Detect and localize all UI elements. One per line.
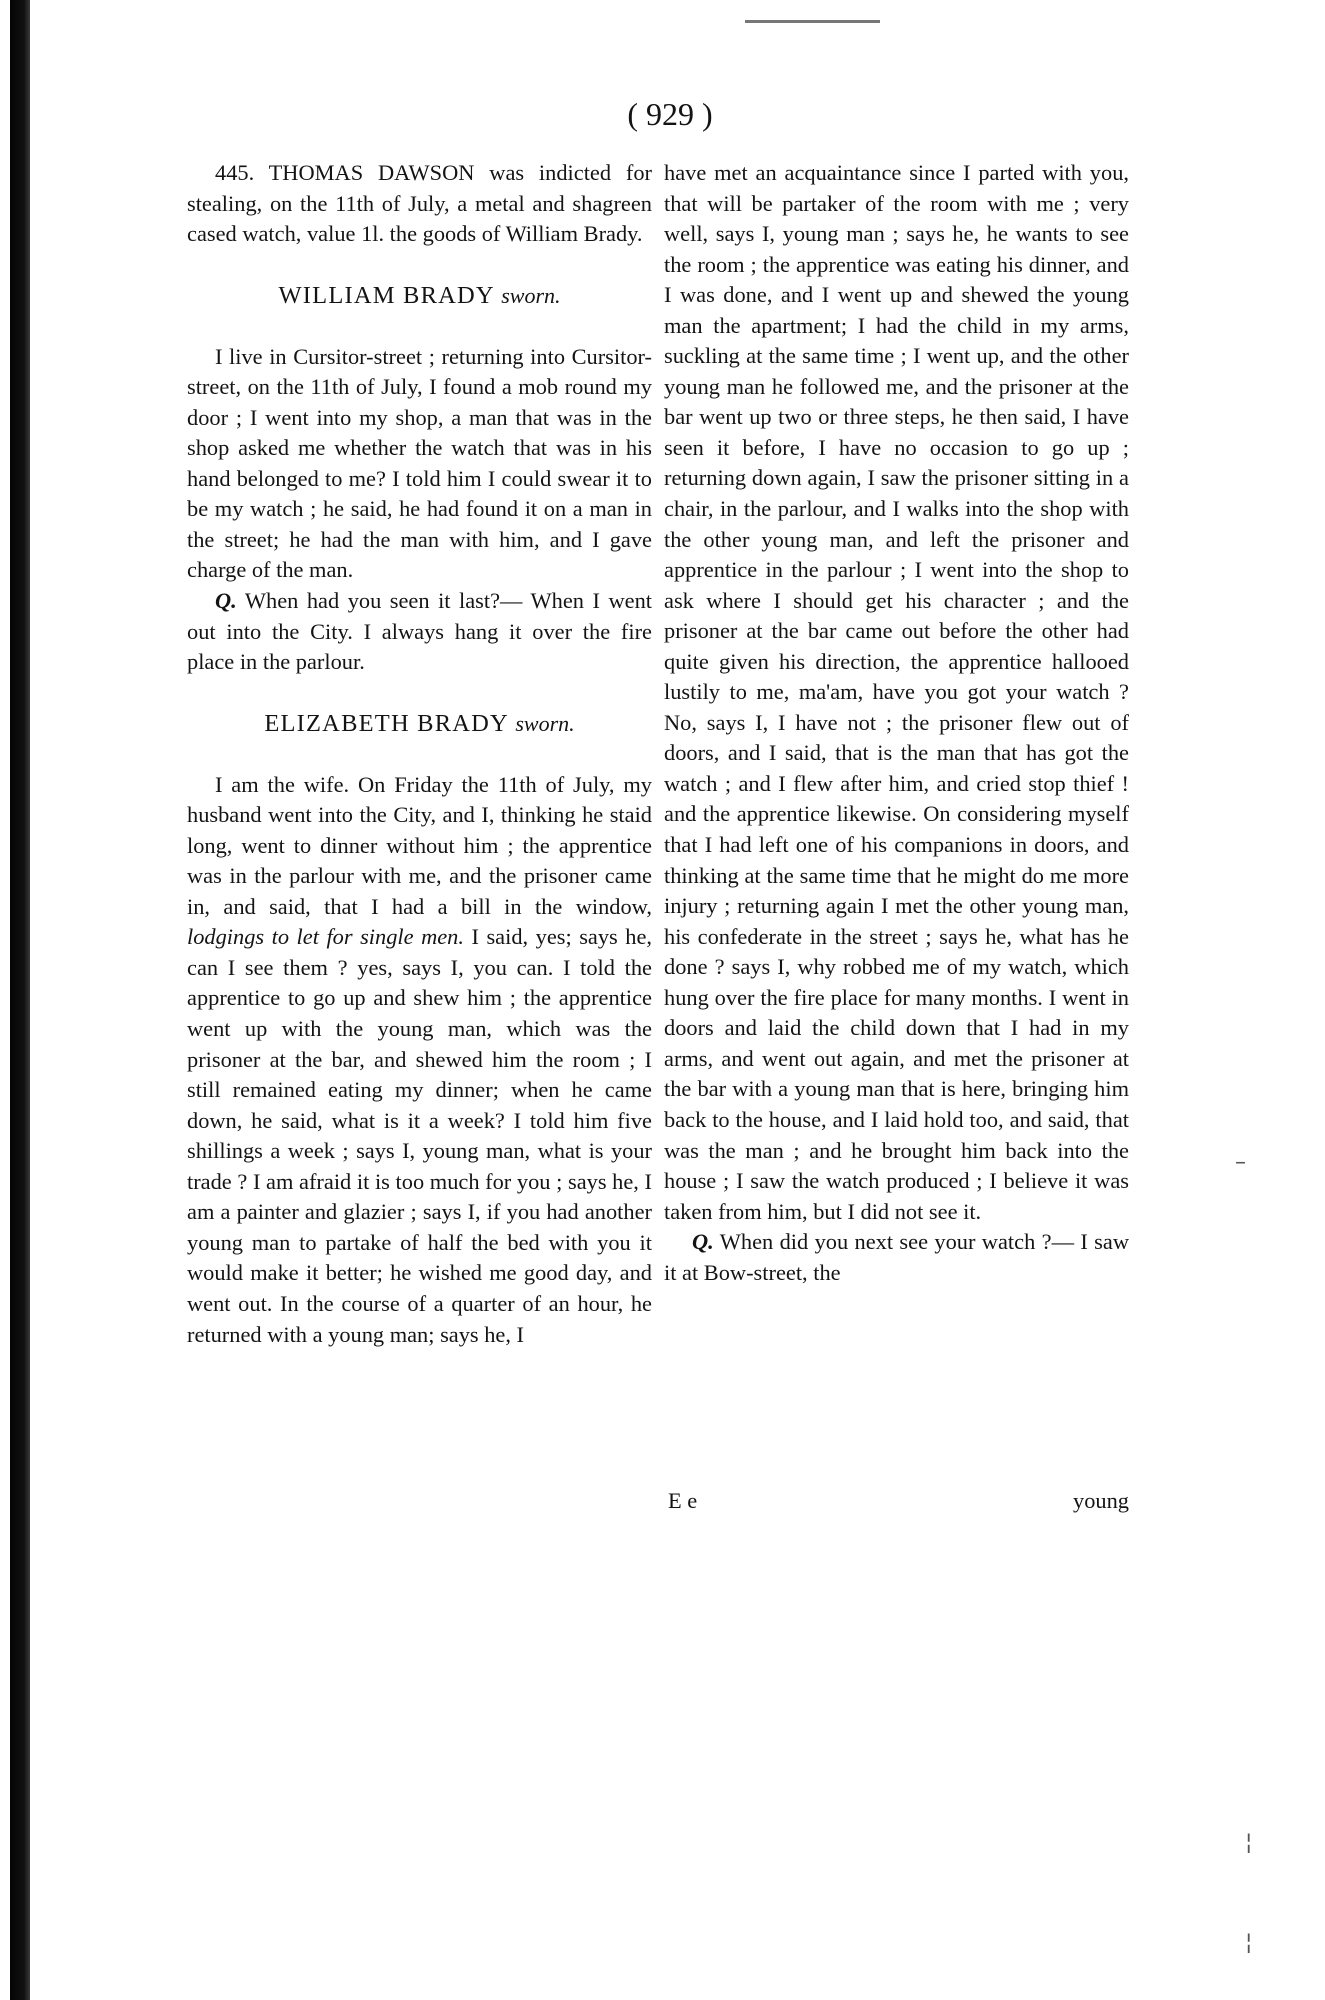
sworn-label: sworn. bbox=[515, 710, 575, 736]
catchword: young bbox=[1073, 1488, 1129, 1513]
right-column bbox=[664, 158, 1129, 1288]
sworn-label: sworn. bbox=[501, 282, 561, 308]
library-stamp bbox=[745, 8, 880, 30]
page-footer bbox=[664, 1486, 1129, 1516]
margin-mark: ¦ bbox=[1245, 1930, 1253, 1955]
signature-mark: E e bbox=[668, 1488, 698, 1513]
page-number: ( 929 ) bbox=[627, 96, 713, 132]
margin-mark: ¦ bbox=[1245, 1830, 1253, 1855]
witness-name: ELIZABETH BRADY bbox=[264, 709, 509, 737]
margin-mark: – bbox=[1235, 1150, 1246, 1175]
left-column bbox=[187, 158, 652, 1350]
witness-name: WILLIAM BRADY bbox=[278, 281, 494, 309]
book-binding-edge bbox=[10, 0, 30, 2000]
bill-text: lodgings to let for single men. bbox=[187, 924, 464, 950]
testimony-paragraph: I live in Cursitor-street ; returning into Cursitor-street, on the 11th of July, I found a mob round my door ; I went into my shop, a man that was in the shop asked me whether the watch that was in his hand belonged to me? I told him I could swear it to be my watch ; he said, he had found it on a man in the street; he had the man with him, and I gave charge of the man. bbox=[187, 343, 652, 583]
question-text: When did you next see your watch ?— I saw it at Bow-street, the bbox=[664, 1229, 1129, 1285]
witness-heading-elizabeth-brady bbox=[187, 678, 652, 770]
testimony-text: I said, yes; says he, can I see them ? yes, says I, you can. I told the apprentice to go up and shew him ; the apprentice went up with the young man, which was the prisoner at the bar, and shewed him the room ; I still remained eating my dinner; when he came down, he said, what is it a week? I told him five shillings a week ; says I, young man, what is your trade ? I am afraid it is too much for you ; says he, I am a painter and glazier ; says I, if you had another young man to partake of half the bed with you it would make it better; he wished me good day, and went out. In the course of a quarter of an hour, he returned with a young man; says he, I bbox=[187, 924, 653, 1347]
testimony-continued: have met an acquaintance since I parted with you, that will be partaker of the room with me ; very well, says I, young man ; says he, he wants to see the room ; the apprentice was eating his dinner, and I was done, and I went up and shewed the young man the apartment; I had the child in my arms, suckling at the same time ; I went up, and the other young man he followed me, and the prisoner at the bar went up two or three steps, he then said, I have seen it before, I have no occasion to go up ; returning down again, I saw the prisoner sitting in a chair, in the parlour, and I walks into the shop with the other young man, and left the prisoner and apprentice in the parlour ; I went into the shop to ask where I should get his character ; and the prisoner at the bar came out before the other had quite given his direction, the apprentice hallooed lustily to me, ma'am, have you got your watch ? No, says I, I have not ; the prisoner flew out of doors, and I said, that is the man that has got the watch ; and I flew after him, and cried stop thief ! and the apprentice likewise. On considering myself that I had left one of his companions in doors, and thinking at the same time that he might do me more injury ; returning again I met the other young man, his confederate in the street ; says he, what has he done ? says I, why robbed me of my watch, which hung over the fire place for many months. I went in doors and laid the child down that I had in my arms, and went out again, and met the prisoner at the bar with a young man that is here, bringing him back to the house, and I laid hold too, and said, that was the man ; and he brought him back into the house ; I saw the watch produced ; I believe it was taken from him, but I did not see it. bbox=[664, 160, 1129, 1224]
question-text: When had you seen it last?— When I went out into the City. I always hang it over the fire place in the parlour. bbox=[187, 588, 652, 675]
question-mark-label: Q. bbox=[215, 588, 237, 614]
witness-heading-william-brady bbox=[187, 250, 652, 342]
testimony-text: I am the wife. On Friday the 11th of July, my husband went into the City, and I, thinking he staid long, went to dinner without him ; the apprentice was in the parlour with me, and the prisoner came in, and said, that I had a bill in the window, bbox=[187, 771, 652, 919]
question-mark-label: Q. bbox=[692, 1229, 714, 1255]
testimony-paragraph bbox=[187, 770, 652, 1350]
case-intro: 445. THOMAS DAWSON was indicted for stealing, on the 11th of July, a metal and shagreen cased watch, value 1l. the goods of William Brady. bbox=[187, 160, 652, 247]
question-paragraph bbox=[187, 586, 652, 678]
question-paragraph bbox=[664, 1227, 1129, 1288]
